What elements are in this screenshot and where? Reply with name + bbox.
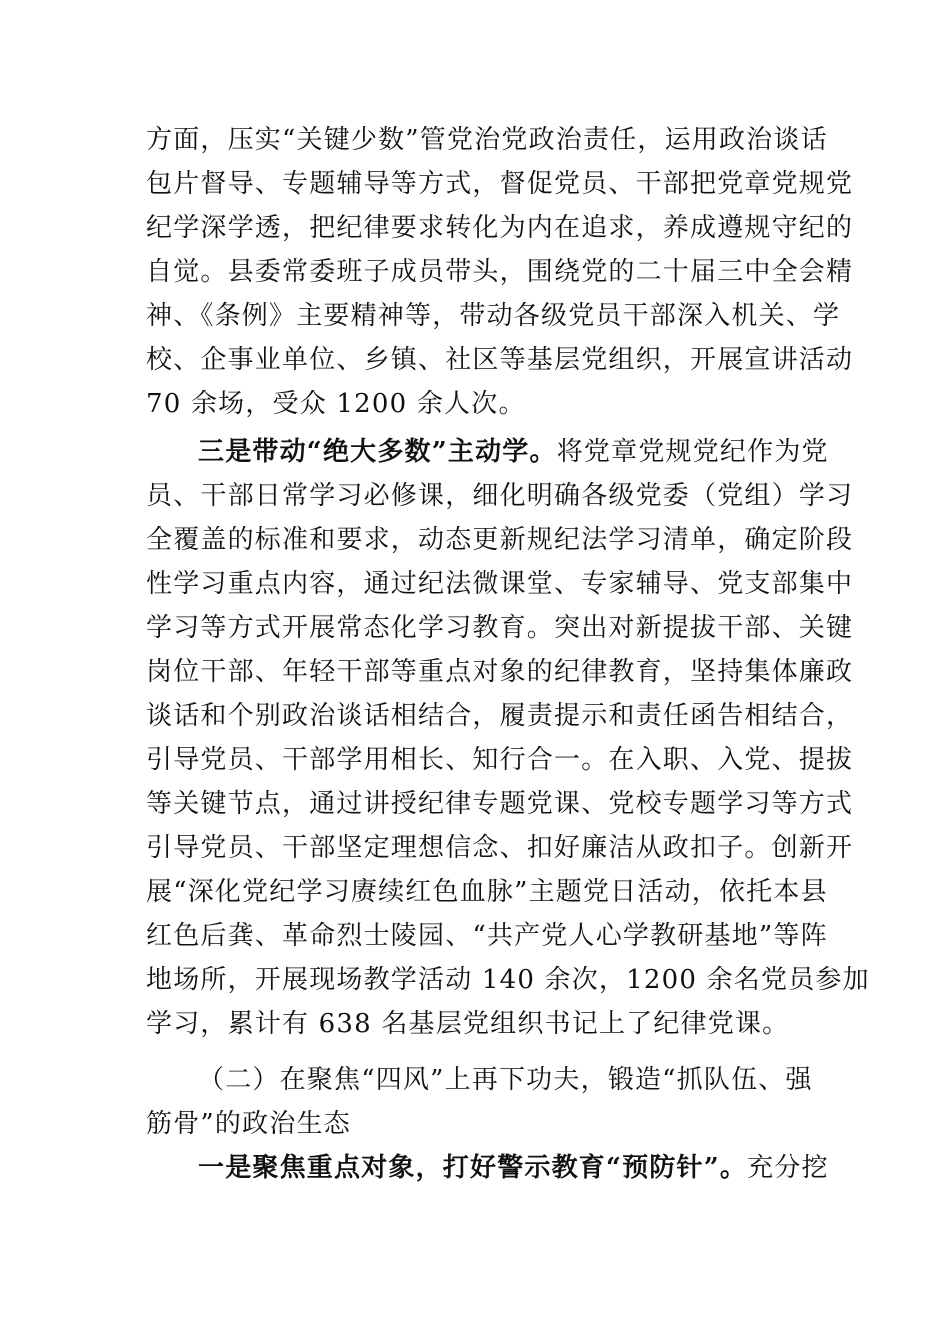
paragraph-line: 红色后龚、革命烈士陵园、“共产党人心学教研基地”等阵 (146, 921, 828, 951)
paragraph-line: 校、企事业单位、乡镇、社区等基层党组织，开展宣讲活动 (146, 345, 854, 375)
paragraph-line: 全覆盖的标准和要求，动态更新规纪法学习清单，确定阶段 (146, 525, 854, 555)
paragraph-line: 引导党员、干部坚定理想信念、扣好廉洁从政扣子。创新开 (146, 833, 854, 863)
paragraph-lead-line (146, 430, 829, 474)
paragraph-line: 纪学深学透，把纪律要求转化为内在追求，养成遵规守纪的 (146, 213, 854, 243)
paragraph-line: 引导党员、干部学用相长、知行合一。在入职、入党、提拔 (146, 745, 854, 775)
paragraph-line: 等关键节点，通过讲授纪律专题党课、党校专题学习等方式 (146, 789, 854, 819)
paragraph-line: 自觉。县委常委班子成员带头，围绕党的二十届三中全会精 (146, 257, 854, 287)
paragraph-line: 学习，累计有 638 名基层党组织书记上了纪律党课。 (146, 1009, 790, 1039)
paragraph-line: 神、《条例》主要精神等，带动各级党员干部深入机关、学 (146, 301, 841, 331)
paragraph-line: 方面，压实“关键少数”管党治党政治责任，运用政治谈话 (146, 125, 828, 155)
paragraph-lead-rest: 将党章党规党纪作为党 (556, 437, 829, 467)
section-heading (146, 1058, 813, 1146)
paragraph-line: 70 余场，受众 1200 余人次。 (146, 389, 526, 419)
paragraph-1 (146, 118, 854, 426)
paragraph-lead-line (146, 1146, 829, 1190)
paragraph-lead-bold: 一是聚焦重点对象，打好警示教育“预防针”。 (198, 1153, 748, 1183)
paragraph-line: 包片督导、专题辅导等方式，督促党员、干部把党章党规党 (146, 169, 854, 199)
paragraph-line: 性学习重点内容，通过纪法微课堂、专家辅导、党支部集中 (146, 569, 854, 599)
paragraph-line: 员、干部日常学习必修课，细化明确各级党委（党组）学习 (146, 481, 854, 511)
paragraph-lead-rest: 充分挖 (747, 1153, 829, 1183)
paragraph-3 (146, 1146, 829, 1190)
paragraph-lead-bold: 三是带动“绝大多数”主动学。 (198, 437, 557, 467)
paragraph-line: 岗位干部、年轻干部等重点对象的纪律教育，坚持集体廉政 (146, 657, 854, 687)
paragraph-line: 地场所，开展现场教学活动 140 余次，1200 余名党员参加 (146, 965, 870, 995)
paragraph-line: 展“深化党纪学习赓续红色血脉”主题党日活动，依托本县 (146, 877, 828, 907)
paragraph-line: 学习等方式开展常态化学习教育。突出对新提拔干部、关键 (146, 613, 854, 643)
section-heading-line: 筋骨”的政治生态 (146, 1109, 351, 1139)
paragraph-2 (146, 430, 870, 1046)
paragraph-line: 谈话和个别政治谈话相结合，履责提示和责任函告相结合， (146, 701, 854, 731)
section-heading-line: （二）在聚焦“四风”上再下功夫，锻造“抓队伍、强 (198, 1065, 813, 1095)
